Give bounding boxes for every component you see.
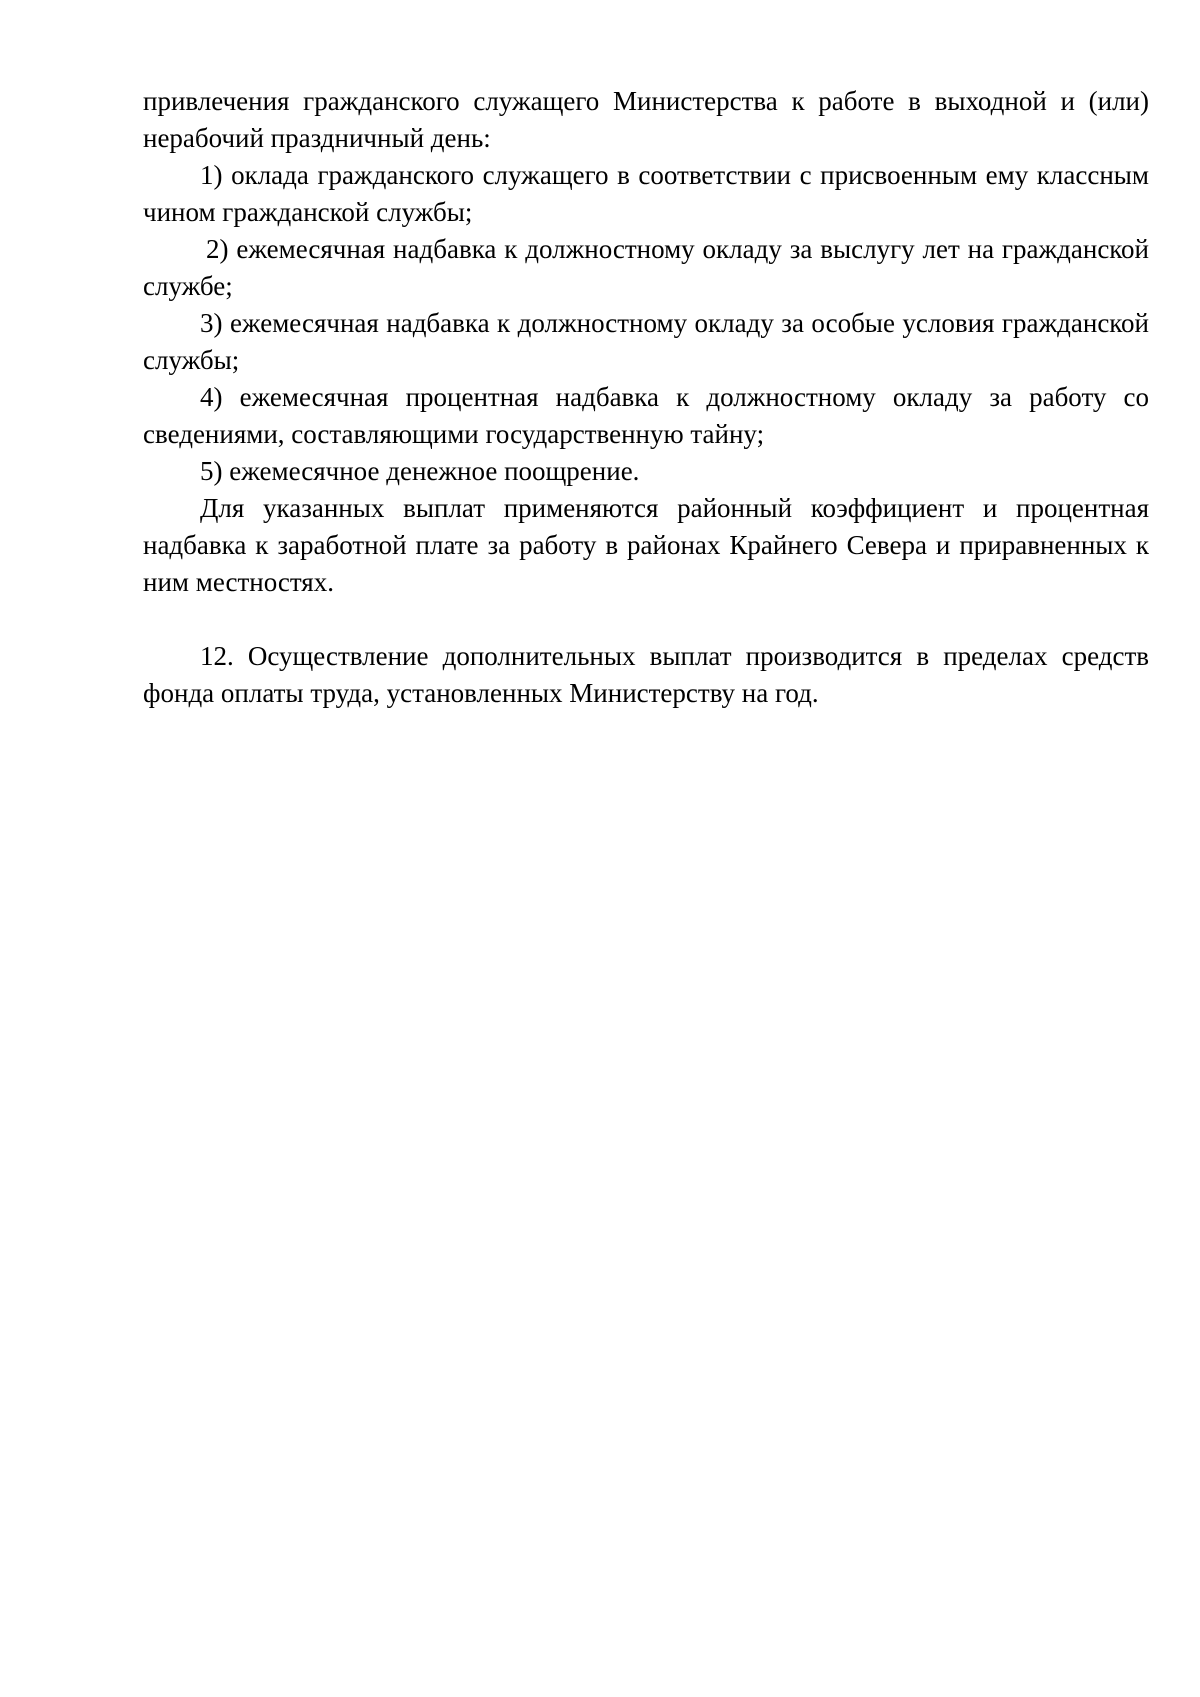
paragraph-coefficient-note: Для указанных выплат применяются районный коэффициент и процентная надбавка к заработной плате за работу в районах Крайнего Севера и приравненных к ним местностях. [143,493,1149,597]
paragraph-clause-12: 12. Осуществление дополнительных выплат производится в пределах средств фонда оплаты труда, установленных Министерству на год. [143,641,1149,708]
paragraph-intro-continuation: привлечения гражданского служащего Министерства к работе в выходной и (или) нерабочий праздничный день: [143,86,1149,153]
list-item-4: 4) ежемесячная процентная надбавка к должностному окладу за работу со сведениями, составляющими государственную тайну; [143,382,1149,449]
list-item-3: 3) ежемесячная надбавка к должностному окладу за особые условия гражданской службы; [143,308,1149,375]
list-item-2: 2) ежемесячная надбавка к должностному окладу за выслугу лет на гражданской службе; [143,234,1149,301]
list-item-5: 5) ежемесячное денежное поощрение. [200,456,640,486]
list-item-1: 1) оклада гражданского служащего в соответствии с присвоенным ему классным чином гражданской службы; [143,160,1149,227]
